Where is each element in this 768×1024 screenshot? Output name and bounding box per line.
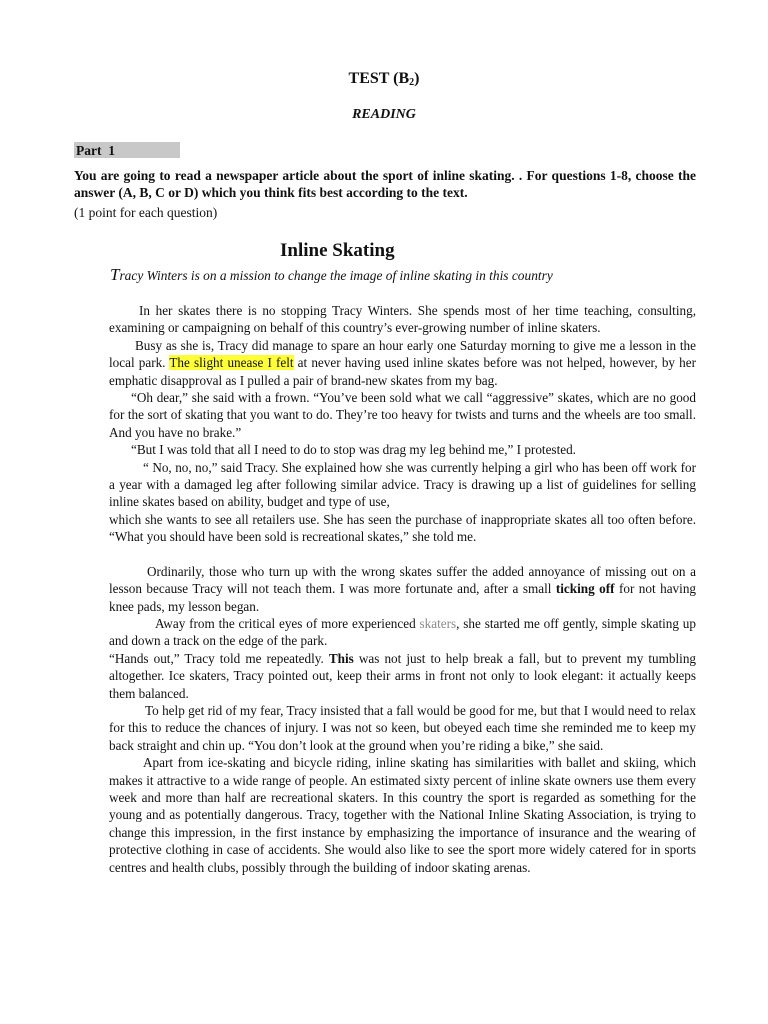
paragraph: which she wants to see all retailers use. She has seen the purchase of inappropriate skates all too often before. “What you should have been sold is recreational skates,” she told me. <box>109 511 696 545</box>
part-label: Part 1 <box>76 143 115 158</box>
paragraph: To help get rid of my fear, Tracy insisted that a fall would be good for me, but that I would need to relax for this to reduce the chances of injury. I was not so keen, but obeyed each time she reminded me to keep my back straight and chin up. “You don’t look at the ground when you’re riding a bike,” she said. <box>109 702 696 753</box>
paragraph: Ordinarily, those who turn up with the wrong skates suffer the added annoyance of missing out on a lesson because Tracy will not teach them. I was more fortunate and, after a small ticking off for not having knee pads, my lesson began. <box>109 563 697 614</box>
bold-word: This <box>328 650 354 666</box>
paragraph: “Oh dear,” she said with a frown. “You’ve been sold what we call “aggressive” skates, which are no good for the sort of skating that you want to do. They’re too heavy for twists and turns and the wheels are too small. And you have no brake.” <box>109 390 696 440</box>
article-subtitle: Tracy Winters is on a mission to change the image of inline skating in this country <box>110 265 553 284</box>
paragraph: Busy as she is, Tracy did manage to spare an hour early one Saturday morning to give me a lesson in the local park. The slight unease I felt at never having used inline skates before was not helped, however, by her emphatic disapproval as I pulled a pair of brand-new skates from my bag. <box>109 337 696 388</box>
paragraph: Apart from ice-skating and bicycle riding, inline skating has similarities with ballet and skiing, which makes it attractive to a wide range of people. An estimated sixty percent of inline skate owners use them every week and more than half are recreational skaters. In this country the sport is regarded as something for the young and as potentially dangerous. Tracy, together with the National Inline Skating Association, is trying to change this impression, in the first instance by emphasizing the importance of insurance and the wearing of protective clothing in case of accidents. She would also like to see the sport more widely catered for in sports centres and health clubs, possibly through the building of indoor skating arenas. <box>109 755 696 875</box>
paragraph: “ No, no, no,” said Tracy. She explained how she was currently helping a girl who has been off work for a year with a damaged leg after following similar advice. Tracy is drawing up a list of guidelines for selling inline skates based on ability, budget and type of use, <box>109 459 696 510</box>
level-subscript: 2 <box>409 77 415 88</box>
paragraph: “But I was told that all I need to do to stop was drag my leg behind me,” I protested. <box>131 442 576 458</box>
grey-word: skaters <box>419 615 457 631</box>
article-body <box>109 302 696 876</box>
paragraph: “Hands out,” Tracy told me repeatedly. This was not just to help break a fall, but to prevent my tumbling altogether. Ice skaters, Tracy pointed out, keep their arms in front not only to look elegant: it actually keeps them balanced. <box>109 650 697 701</box>
points-note: (1 point for each question) <box>74 205 218 220</box>
section-heading: READING <box>352 107 416 122</box>
bold-phrase: ticking off <box>555 581 615 597</box>
test-title: TEST $(B_2)$ <box>348 70 420 88</box>
task-instructions: You are going to read a newspaper article about the sport of inline skating. . For questions 1-8, choose the answer (A, B, C or D) which you think fits best according to the text. <box>74 168 696 200</box>
highlighted-phrase: The slight unease I felt <box>169 355 294 371</box>
paragraph: In her skates there is no stopping Tracy Winters. She spends most of her time teaching, consulting, examining or campaigning on behalf of this country’s ever-growing number of inline skaters. <box>109 303 696 336</box>
article-title: Inline Skating <box>280 240 395 261</box>
paragraph: Away from the critical eyes of more experienced skaters, she started me off gently, simple skating up and down a track on the edge of the park. <box>109 615 696 649</box>
